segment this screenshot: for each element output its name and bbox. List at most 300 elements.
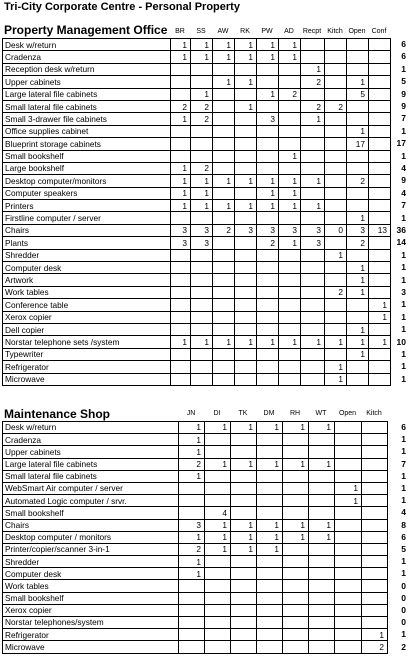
count-cell bbox=[335, 531, 362, 543]
count-cell: 1 bbox=[283, 422, 309, 434]
count-cell bbox=[171, 150, 191, 162]
count-cell bbox=[235, 323, 257, 335]
count-cell: 5 bbox=[347, 88, 369, 100]
count-cell bbox=[309, 568, 335, 580]
count-cell: 2 bbox=[279, 88, 301, 100]
row-total: 6 bbox=[401, 51, 406, 62]
count-cell bbox=[347, 249, 369, 261]
item-label: Shredder bbox=[3, 249, 171, 261]
count-cell: 1 bbox=[179, 434, 205, 446]
item-label: Artwork bbox=[3, 274, 171, 286]
count-cell bbox=[301, 187, 325, 199]
count-cell: 1 bbox=[257, 422, 283, 434]
count-cell: 1 bbox=[235, 76, 257, 88]
count-cell bbox=[309, 470, 335, 482]
count-cell bbox=[347, 100, 369, 112]
count-cell: 1 bbox=[347, 262, 369, 274]
count-cell bbox=[191, 323, 213, 335]
count-cell bbox=[309, 434, 335, 446]
count-cell: 2 bbox=[179, 543, 205, 555]
row-total: 1 bbox=[401, 63, 406, 74]
row-total: 5 bbox=[401, 76, 406, 87]
table-row bbox=[3, 224, 391, 236]
count-cell bbox=[335, 458, 362, 470]
count-cell bbox=[279, 63, 301, 75]
column-header-tk: TK bbox=[238, 410, 248, 417]
count-cell: 1 bbox=[191, 187, 213, 199]
count-cell bbox=[257, 592, 283, 604]
count-cell: 1 bbox=[171, 187, 191, 199]
row-total: 7 bbox=[401, 458, 406, 469]
count-cell bbox=[279, 323, 301, 335]
count-cell: 1 bbox=[279, 200, 301, 212]
count-cell bbox=[213, 100, 235, 112]
count-cell: 2 bbox=[257, 237, 279, 249]
count-cell bbox=[257, 556, 283, 568]
item-label: Work tables bbox=[3, 286, 171, 298]
item-label: Work tables bbox=[3, 580, 179, 592]
count-cell bbox=[347, 39, 369, 51]
row-total: 1 bbox=[401, 262, 406, 273]
count-cell bbox=[283, 568, 309, 580]
count-cell bbox=[362, 507, 388, 519]
count-cell bbox=[179, 617, 205, 629]
column-header-br: BR bbox=[175, 28, 185, 35]
count-cell: 1 bbox=[213, 200, 235, 212]
table-row bbox=[3, 51, 391, 63]
count-cell bbox=[171, 373, 191, 385]
count-cell bbox=[191, 76, 213, 88]
count-cell: 1 bbox=[213, 51, 235, 63]
count-cell: 1 bbox=[213, 336, 235, 348]
count-cell bbox=[257, 629, 283, 641]
count-cell bbox=[325, 212, 347, 224]
row-total: 0 bbox=[401, 605, 406, 615]
count-cell bbox=[257, 495, 283, 507]
count-cell bbox=[235, 125, 257, 137]
count-cell bbox=[205, 604, 231, 616]
count-cell bbox=[191, 249, 213, 261]
row-total: 1 bbox=[401, 434, 406, 445]
count-cell: 1 bbox=[283, 519, 309, 531]
count-cell bbox=[191, 299, 213, 311]
count-cell bbox=[213, 237, 235, 249]
table-row bbox=[3, 592, 388, 604]
column-header-aw: AW bbox=[217, 28, 229, 35]
count-cell bbox=[335, 556, 362, 568]
column-header-open: Open bbox=[338, 410, 357, 417]
table-row bbox=[3, 249, 391, 261]
row-total: 6 bbox=[401, 422, 406, 432]
count-cell: 1 bbox=[335, 495, 362, 507]
row-total: 4 bbox=[401, 507, 406, 518]
count-cell bbox=[257, 482, 283, 494]
count-cell bbox=[179, 495, 205, 507]
row-total: 1 bbox=[401, 495, 406, 506]
count-cell: 1 bbox=[171, 336, 191, 348]
count-cell bbox=[301, 274, 325, 286]
item-label: Typewriter bbox=[3, 348, 171, 360]
count-cell: 1 bbox=[179, 470, 205, 482]
count-cell bbox=[257, 311, 279, 323]
count-cell: 1 bbox=[301, 336, 325, 348]
count-cell: 1 bbox=[325, 336, 347, 348]
row-total: 1 bbox=[401, 274, 406, 285]
count-cell bbox=[257, 212, 279, 224]
count-cell bbox=[301, 51, 325, 63]
count-cell bbox=[301, 348, 325, 360]
count-cell: 17 bbox=[347, 138, 369, 150]
count-cell bbox=[335, 422, 362, 434]
count-cell: 1 bbox=[369, 299, 391, 311]
row-total: 8 bbox=[401, 519, 406, 530]
count-cell: 1 bbox=[362, 629, 388, 641]
row-total: 0 bbox=[401, 617, 406, 628]
count-cell bbox=[257, 299, 279, 311]
count-cell bbox=[171, 286, 191, 298]
count-cell bbox=[231, 470, 257, 482]
count-cell: 2 bbox=[191, 162, 213, 174]
table-row bbox=[3, 200, 391, 212]
count-cell: 1 bbox=[283, 531, 309, 543]
count-cell bbox=[179, 580, 205, 592]
count-cell bbox=[283, 495, 309, 507]
count-cell bbox=[309, 556, 335, 568]
count-cell bbox=[257, 138, 279, 150]
item-label: Small bookshelf bbox=[3, 592, 179, 604]
count-cell bbox=[279, 373, 301, 385]
count-cell: 1 bbox=[347, 336, 369, 348]
table-row bbox=[3, 495, 388, 507]
count-cell bbox=[301, 39, 325, 51]
count-cell: 1 bbox=[235, 51, 257, 63]
property-management-table bbox=[2, 38, 391, 386]
count-cell: 1 bbox=[179, 446, 205, 458]
count-cell bbox=[283, 617, 309, 629]
count-cell: 3 bbox=[171, 224, 191, 236]
count-cell bbox=[257, 580, 283, 592]
count-cell: 1 bbox=[257, 336, 279, 348]
count-cell bbox=[213, 323, 235, 335]
item-label: Cradenza bbox=[3, 51, 171, 63]
table-row bbox=[3, 274, 391, 286]
row-total: 1 bbox=[401, 249, 406, 260]
section-title-maintenance-shop: Maintenance Shop bbox=[4, 407, 111, 421]
count-cell bbox=[235, 187, 257, 199]
column-header-rh: RH bbox=[289, 410, 301, 417]
count-cell bbox=[257, 348, 279, 360]
count-cell bbox=[257, 262, 279, 274]
count-cell bbox=[231, 604, 257, 616]
count-cell bbox=[347, 373, 369, 385]
count-cell bbox=[279, 212, 301, 224]
count-cell bbox=[171, 76, 191, 88]
row-total: 2 bbox=[401, 641, 406, 652]
count-cell bbox=[205, 580, 231, 592]
count-cell: 1 bbox=[369, 311, 391, 323]
count-cell bbox=[283, 470, 309, 482]
count-cell bbox=[325, 138, 347, 150]
count-cell bbox=[235, 274, 257, 286]
count-cell bbox=[213, 286, 235, 298]
count-cell bbox=[347, 361, 369, 373]
count-cell: 1 bbox=[279, 51, 301, 63]
count-cell bbox=[205, 482, 231, 494]
table-row bbox=[3, 323, 391, 335]
count-cell bbox=[362, 604, 388, 616]
item-label: Xerox copier bbox=[3, 311, 171, 323]
count-cell bbox=[171, 212, 191, 224]
count-cell: 1 bbox=[257, 543, 283, 555]
count-cell: 1 bbox=[171, 162, 191, 174]
count-cell bbox=[235, 361, 257, 373]
count-cell: 3 bbox=[257, 113, 279, 125]
document-title: Tri-City Corporate Centre - Personal Property bbox=[4, 1, 240, 13]
count-cell bbox=[191, 311, 213, 323]
count-cell bbox=[231, 495, 257, 507]
count-cell: 1 bbox=[205, 543, 231, 555]
count-cell bbox=[283, 543, 309, 555]
column-header-open: Open bbox=[348, 28, 366, 35]
count-cell: 1 bbox=[191, 200, 213, 212]
count-cell bbox=[257, 617, 283, 629]
count-cell: 3 bbox=[257, 224, 279, 236]
count-cell bbox=[213, 125, 235, 137]
count-cell bbox=[231, 482, 257, 494]
table-row bbox=[3, 187, 391, 199]
item-label: Computer desk bbox=[3, 262, 171, 274]
count-cell bbox=[231, 568, 257, 580]
count-cell bbox=[335, 629, 362, 641]
item-label: Computer speakers bbox=[3, 187, 171, 199]
count-cell bbox=[171, 88, 191, 100]
count-cell bbox=[325, 299, 347, 311]
table-row bbox=[3, 446, 388, 458]
count-cell bbox=[325, 175, 347, 187]
count-cell bbox=[205, 641, 231, 653]
table-row bbox=[3, 113, 391, 125]
count-cell: 2 bbox=[191, 100, 213, 112]
item-label: Small lateral file cabinets bbox=[3, 470, 179, 482]
count-cell: 3 bbox=[235, 224, 257, 236]
count-cell bbox=[283, 629, 309, 641]
count-cell: 1 bbox=[257, 39, 279, 51]
count-cell bbox=[171, 274, 191, 286]
count-cell bbox=[191, 150, 213, 162]
count-cell bbox=[235, 237, 257, 249]
count-cell bbox=[213, 88, 235, 100]
count-cell bbox=[335, 592, 362, 604]
count-cell: 1 bbox=[213, 76, 235, 88]
count-cell bbox=[347, 51, 369, 63]
count-cell: 2 bbox=[325, 286, 347, 298]
column-header-recpt: Recpt bbox=[302, 28, 322, 35]
row-total: 1 bbox=[401, 361, 406, 372]
count-cell bbox=[362, 470, 388, 482]
count-cell: 1 bbox=[309, 519, 335, 531]
count-cell: 2 bbox=[179, 458, 205, 470]
count-cell: 1 bbox=[191, 51, 213, 63]
row-total: 4 bbox=[401, 163, 406, 173]
item-label: Plants bbox=[3, 237, 171, 249]
count-cell: 1 bbox=[257, 187, 279, 199]
table-row bbox=[3, 617, 388, 629]
count-cell bbox=[179, 507, 205, 519]
row-total: 17 bbox=[396, 138, 406, 149]
count-cell bbox=[205, 495, 231, 507]
table-row bbox=[3, 434, 388, 446]
count-cell bbox=[179, 482, 205, 494]
count-cell bbox=[257, 373, 279, 385]
count-cell: 1 bbox=[301, 200, 325, 212]
count-cell bbox=[301, 162, 325, 174]
count-cell bbox=[335, 543, 362, 555]
item-label: Automated Logic computer / srvr. bbox=[3, 495, 179, 507]
count-cell bbox=[347, 200, 369, 212]
count-cell bbox=[309, 592, 335, 604]
item-label: Large lateral file cabinets bbox=[3, 458, 179, 470]
count-cell bbox=[279, 274, 301, 286]
count-cell bbox=[362, 531, 388, 543]
count-cell: 1 bbox=[231, 519, 257, 531]
count-cell bbox=[257, 361, 279, 373]
count-cell bbox=[309, 507, 335, 519]
count-cell bbox=[362, 434, 388, 446]
column-header-di: DI bbox=[213, 410, 221, 417]
count-cell: 1 bbox=[171, 175, 191, 187]
row-total: 0 bbox=[401, 580, 406, 591]
count-cell bbox=[309, 580, 335, 592]
count-cell bbox=[362, 543, 388, 555]
count-cell bbox=[171, 311, 191, 323]
count-cell bbox=[231, 617, 257, 629]
row-total: 14 bbox=[396, 237, 406, 248]
item-label: Refrigerator bbox=[3, 361, 171, 373]
row-total: 1 bbox=[401, 483, 406, 493]
count-cell bbox=[335, 580, 362, 592]
count-cell bbox=[301, 311, 325, 323]
count-cell bbox=[191, 125, 213, 137]
count-cell bbox=[191, 138, 213, 150]
count-cell: 1 bbox=[301, 175, 325, 187]
count-cell: 3 bbox=[191, 237, 213, 249]
count-cell: 1 bbox=[325, 373, 347, 385]
count-cell bbox=[301, 125, 325, 137]
count-cell: 1 bbox=[171, 113, 191, 125]
count-cell bbox=[325, 348, 347, 360]
count-cell: 1 bbox=[257, 531, 283, 543]
item-label: Chairs bbox=[3, 519, 179, 531]
count-cell bbox=[235, 348, 257, 360]
table-row bbox=[3, 76, 391, 88]
count-cell bbox=[347, 63, 369, 75]
row-total: 1 bbox=[401, 212, 406, 223]
table-row bbox=[3, 470, 388, 482]
table-row bbox=[3, 162, 391, 174]
column-header-wt: WT bbox=[315, 410, 327, 417]
count-cell: 1 bbox=[205, 458, 231, 470]
item-label: Shredder bbox=[3, 556, 179, 568]
count-cell: 3 bbox=[279, 224, 301, 236]
row-total: 9 bbox=[401, 101, 406, 111]
count-cell bbox=[362, 458, 388, 470]
count-cell bbox=[205, 434, 231, 446]
count-cell bbox=[279, 348, 301, 360]
count-cell bbox=[347, 162, 369, 174]
count-cell bbox=[325, 113, 347, 125]
table-row bbox=[3, 88, 391, 100]
count-cell bbox=[279, 100, 301, 112]
count-cell bbox=[301, 299, 325, 311]
count-cell bbox=[179, 604, 205, 616]
count-cell bbox=[325, 51, 347, 63]
count-cell: 2 bbox=[362, 641, 388, 653]
count-cell: 1 bbox=[309, 422, 335, 434]
count-cell bbox=[171, 138, 191, 150]
count-cell bbox=[309, 629, 335, 641]
count-cell: 0 bbox=[325, 224, 347, 236]
count-cell bbox=[213, 274, 235, 286]
table-row bbox=[3, 531, 388, 543]
count-cell bbox=[179, 592, 205, 604]
count-cell: 1 bbox=[179, 556, 205, 568]
count-cell bbox=[325, 262, 347, 274]
count-cell bbox=[335, 507, 362, 519]
count-cell bbox=[362, 482, 388, 494]
count-cell bbox=[231, 641, 257, 653]
count-cell: 1 bbox=[369, 336, 391, 348]
table-row bbox=[3, 482, 388, 494]
count-cell bbox=[257, 507, 283, 519]
count-cell bbox=[325, 150, 347, 162]
count-cell bbox=[362, 580, 388, 592]
count-cell bbox=[309, 543, 335, 555]
count-cell bbox=[283, 507, 309, 519]
count-cell bbox=[213, 249, 235, 261]
count-cell bbox=[309, 446, 335, 458]
count-cell bbox=[235, 63, 257, 75]
count-cell bbox=[309, 617, 335, 629]
count-cell: 1 bbox=[191, 336, 213, 348]
count-cell: 1 bbox=[279, 150, 301, 162]
count-cell bbox=[171, 323, 191, 335]
count-cell bbox=[235, 113, 257, 125]
row-total: 1 bbox=[401, 324, 406, 335]
count-cell bbox=[231, 434, 257, 446]
count-cell: 1 bbox=[191, 175, 213, 187]
table-row bbox=[3, 373, 391, 385]
column-header-ad: AD bbox=[284, 28, 294, 35]
table-row bbox=[3, 336, 391, 348]
count-cell bbox=[347, 187, 369, 199]
count-cell: 1 bbox=[205, 422, 231, 434]
count-cell bbox=[309, 482, 335, 494]
count-cell: 3 bbox=[191, 224, 213, 236]
count-cell bbox=[205, 629, 231, 641]
count-cell: 2 bbox=[213, 224, 235, 236]
count-cell: 1 bbox=[231, 458, 257, 470]
count-cell bbox=[191, 348, 213, 360]
column-header-conf: Conf bbox=[371, 28, 387, 35]
count-cell: 1 bbox=[279, 175, 301, 187]
count-cell bbox=[205, 592, 231, 604]
count-cell bbox=[362, 446, 388, 458]
count-cell: 2 bbox=[347, 237, 369, 249]
count-cell bbox=[213, 150, 235, 162]
count-cell: 1 bbox=[347, 76, 369, 88]
count-cell: 2 bbox=[301, 76, 325, 88]
count-cell: 1 bbox=[191, 88, 213, 100]
